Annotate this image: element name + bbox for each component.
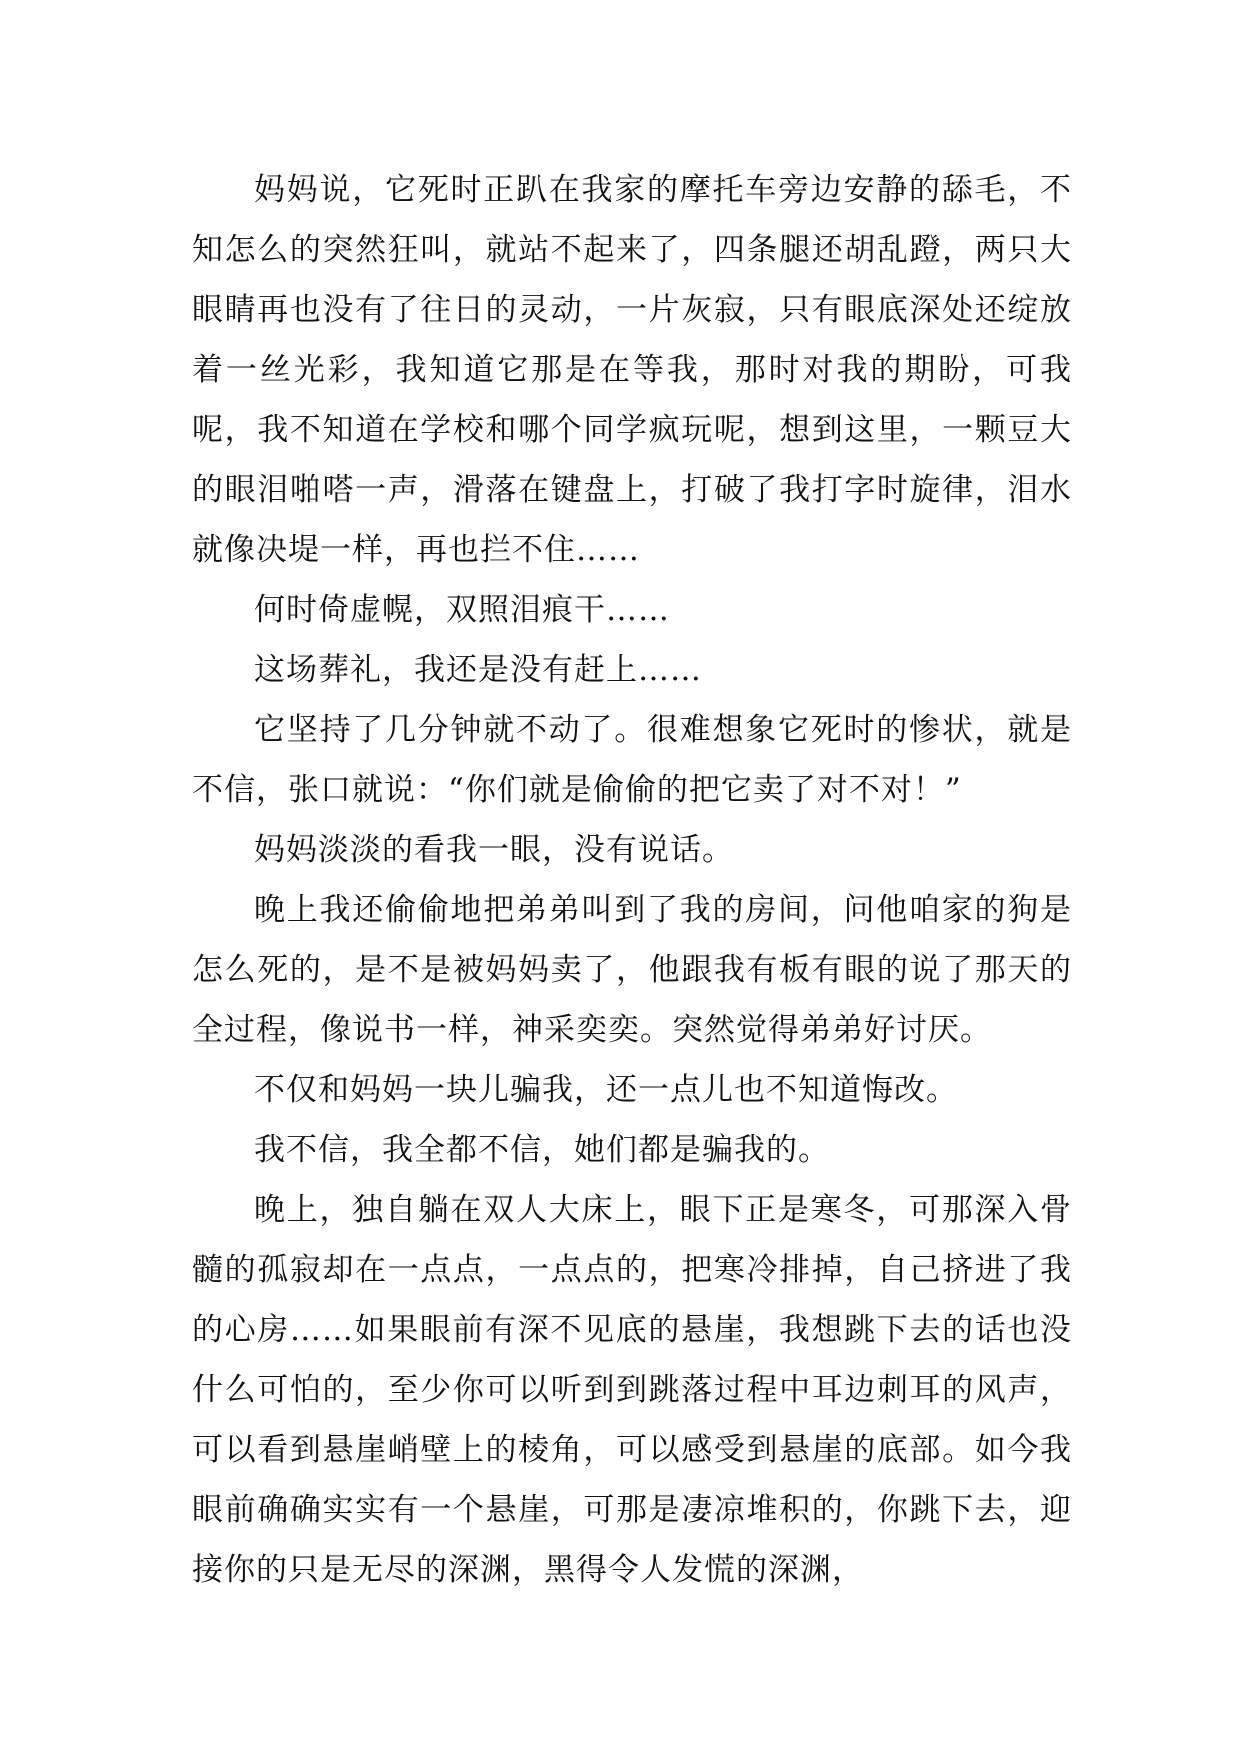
paragraph-7: 不仅和妈妈一块儿骗我，还一点儿也不知道悔改。	[254, 1072, 958, 1108]
paragraph-6: 晚上我还偷偷地把弟弟叫到了我的房间，问他咱家的狗是怎么死的，是不是被妈妈卖了，他跟我有板有眼的说了那天的全过程，像说书一样，神采奕奕。突然觉得弟弟好讨厌。	[192, 892, 1072, 1048]
paragraph-9: 晚上，独自躺在双人大床上，眼下正是寒冬，可那深入骨髓的孤寂却在一点点，一点点的，把寒冷排掉，自己挤进了我的心房……如果眼前有深不见底的悬崖，我想跳下去的话也没什么可怕的，至少你可以听到到跳落过程中耳边刺耳的风声，可以看到悬崖峭壁上的棱角，可以感受到悬崖的底部。如今我眼前确确实实有一个悬崖，可那是凄凉堆积的，你跳下去，迎接你的只是无尽的深渊，黑得令人发慌的深渊，	[192, 1192, 1072, 1588]
body-text	[192, 160, 1072, 1600]
paragraph-5: 妈妈淡淡的看我一眼，没有说话。	[254, 832, 734, 868]
paragraph-4: 它坚持了几分钟就不动了。很难想象它死时的惨状，就是不信，张口就说：“你们就是偷偷的把它卖了对不对！”	[192, 712, 1072, 808]
paragraph-2: 何时倚虚幌，双照泪痕干……	[254, 592, 670, 628]
paragraph-3: 这场葬礼，我还是没有赶上……	[254, 652, 702, 688]
paragraph-8: 我不信，我全都不信，她们都是骗我的。	[254, 1132, 830, 1168]
paragraph-1: 妈妈说，它死时正趴在我家的摩托车旁边安静的舔毛，不知怎么的突然狂叫，就站不起来了，四条腿还胡乱蹬，两只大眼睛再也没有了往日的灵动，一片灰寂，只有眼底深处还绽放着一丝光彩，我知道它那是在等我，那时对我的期盼，可我呢，我不知道在学校和哪个同学疯玩呢，想到这里，一颗豆大的眼泪啪嗒一声，滑落在键盘上，打破了我打字时旋律，泪水就像决堤一样，再也拦不住……	[192, 172, 1072, 568]
